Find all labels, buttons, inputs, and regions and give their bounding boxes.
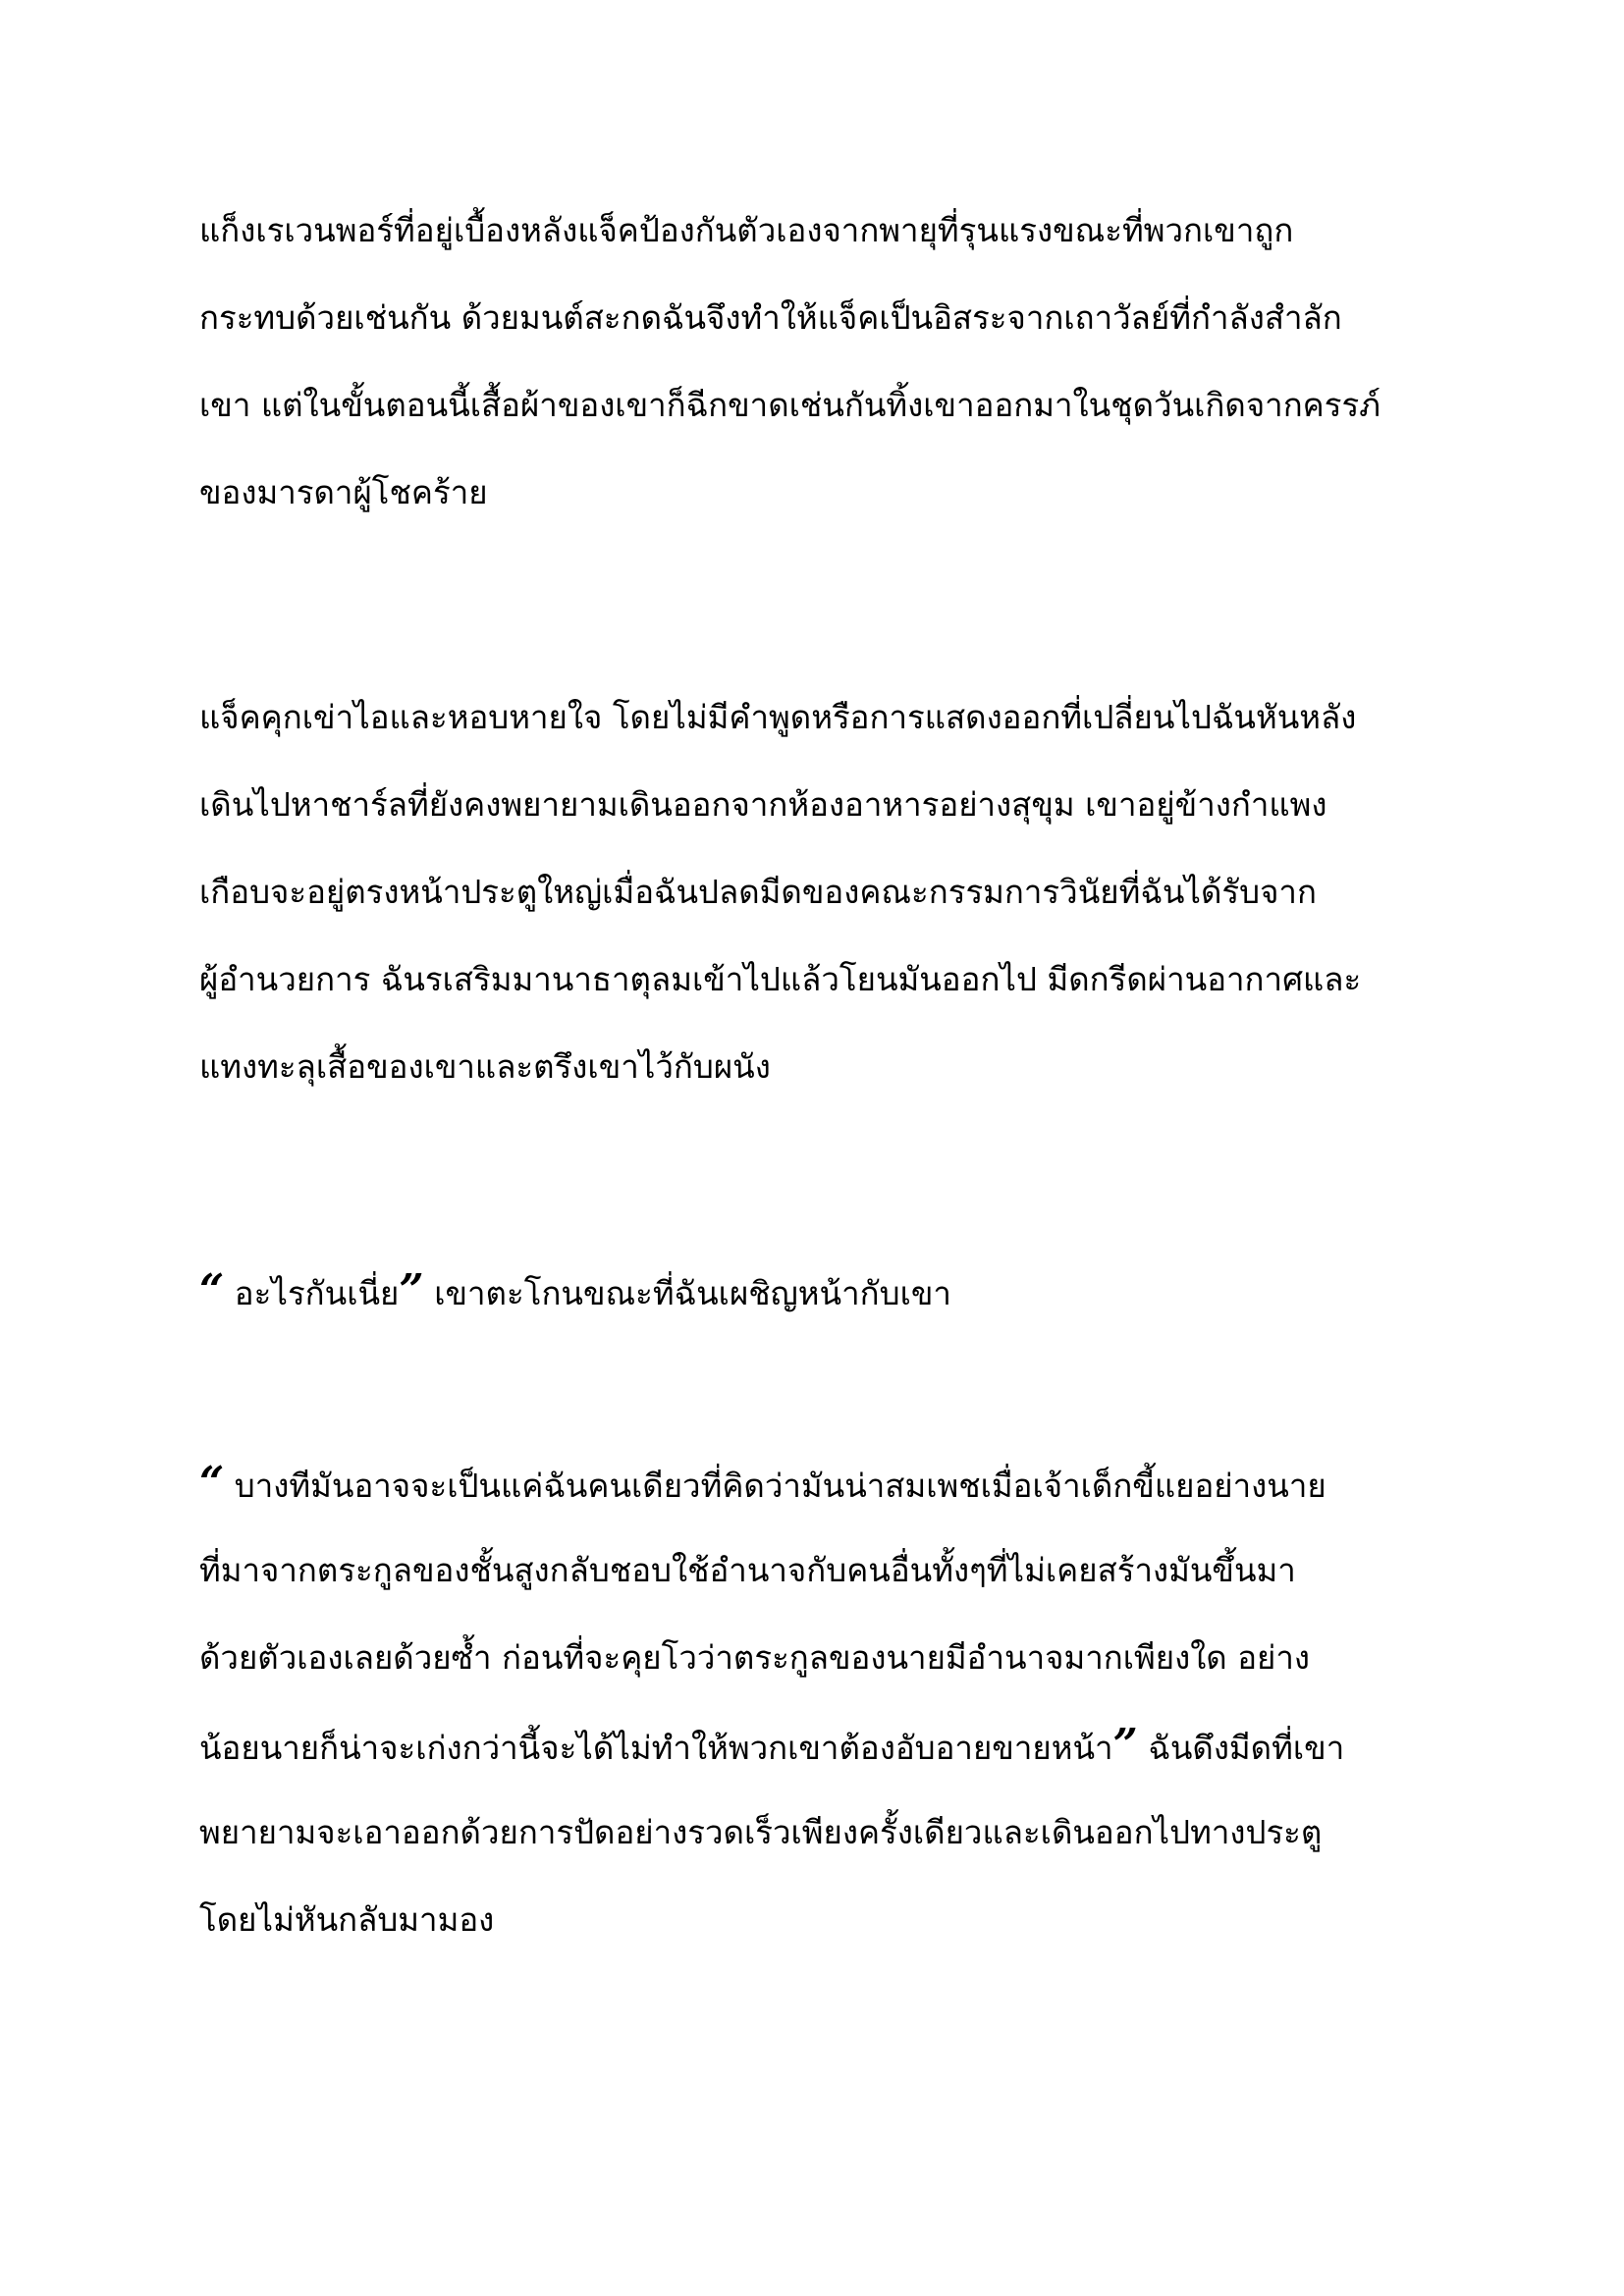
paragraph-line: ผู้อำนวยการ ฉันรเสริมมานาธาตุลมเข้าไปแล้วโยนมันออกไป มีดกรีดผ่านอากาศและ (199, 960, 1362, 998)
dialogue-line (199, 1701, 1436, 1789)
paragraph-line: แจ็คคุกเข่าไอและหอบหายใจ โดยไม่มีคำพูดหรือการแสดงออกที่เปลี่ยนไปฉันหันหลัง (199, 698, 1357, 736)
dialogue-line (199, 1247, 1436, 1334)
paragraph-line: กระทบด้วยเช่นกัน ด้วยมนต์สะกดฉันจึงทำให้แจ็คเป็นอิสระจากเถาวัลย์ที่กำลังสำลัก (199, 298, 1342, 337)
dialogue-text: บางทีมันอาจจะเป็นแค่ฉันคนเดียวที่คิดว่ามันน่าสมเพชเมื่อเจ้าเด็กขี้แยอย่างนาย (224, 1467, 1326, 1505)
open-quote-mark: “ (199, 1458, 225, 1508)
dialogue-line: ด้วยตัวเองเลยด้วยซ้ำ ก่อนที่จะคุยโวว่าตระกูลของนายมีอำนาจมากเพียงใด อย่าง (199, 1638, 1311, 1677)
paragraph-line: แก็งเรเวนพอร์ที่อยู่เบื้องหลังแจ็คป้องกันตัวเองจากพายุที่รุนแรงขณะที่พวกเขาถูก (199, 211, 1294, 249)
dialogue-text: น้อยนายก็น่าจะเก่งกว่านี้จะได้ไม่ทำให้พวกเขาต้องอับอายขายหน้า (199, 1729, 1113, 1767)
dialogue-text: อะไรกันเนี่ย (224, 1274, 400, 1312)
paragraph-line: เกือบจะอยู่ตรงหน้าประตูใหญ่เมื่อฉันปลดมีดของคณะกรรมการวินัยที่ฉันได้รับจาก (199, 873, 1317, 911)
narration-line: โดยไม่หันกลับมามอง (199, 1900, 495, 1939)
dialogue-line (199, 1439, 1436, 1526)
paragraph-1 (199, 187, 1436, 536)
paragraph-line: ของมารดาผู้โชคร้าย (199, 473, 488, 511)
narration-text: ฉันดึงมีดที่เขา (1137, 1729, 1345, 1767)
narration-line: พยายามจะเอาออกด้วยการปัดอย่างรวดเร็วเพียงครั้งเดียวและเดินออกไปทางประตู (199, 1813, 1323, 1851)
paragraph-line: เขา แต่ในขั้นตอนนี้เสื้อผ้าของเขาก็ฉีกขาดเช่นกันทิ้งเขาออกมาในชุดวันเกิดจากครรภ์ (199, 386, 1380, 424)
paragraph-4-dialogue (199, 1439, 1436, 1963)
dialogue-line: ที่มาจากตระกูลของชั้นสูงกลับชอบใช้อำนาจกับคนอื่นทั้งๆที่ไม่เคยสร้างมันขึ้นมา (199, 1551, 1296, 1589)
close-quote-mark: ” (1112, 1720, 1138, 1770)
close-quote-mark: ” (399, 1265, 424, 1315)
paragraph-3-dialogue (199, 1247, 1436, 1334)
paragraph-2 (199, 673, 1436, 1110)
paragraph-line: เดินไปหาชาร์ลที่ยังคงพยายามเดินออกจากห้องอาหารอย่างสุขุม เขาอยู่ข้างกำแพง (199, 785, 1327, 824)
open-quote-mark: “ (199, 1265, 225, 1315)
paragraph-line: แทงทะลุเสื้อของเขาและตรึงเขาไว้กับผนัง (199, 1047, 771, 1086)
narration-text: เขาตะโกนขณะที่ฉันเผชิญหน้ากับเขา (423, 1274, 951, 1312)
